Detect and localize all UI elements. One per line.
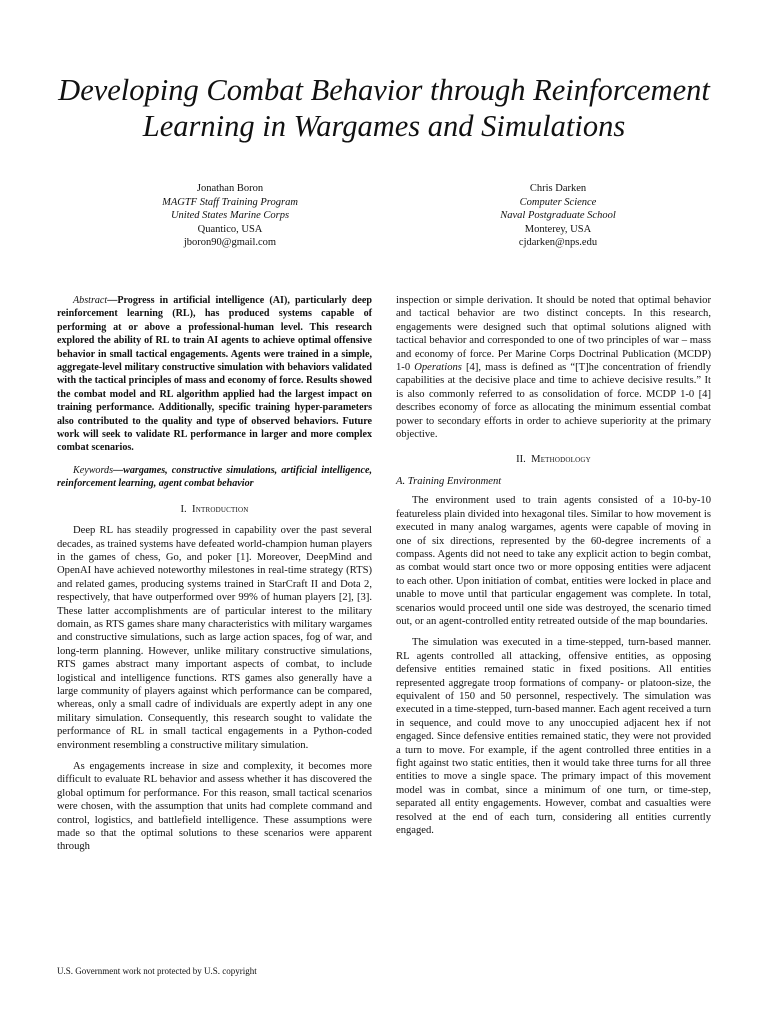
abstract [57,294,372,455]
author-location: Quantico, USA [197,223,263,235]
methodology-paragraph-2: The simulation was executed in a time-stepped, turn-based manner. RL agents controlled all attacking, offensive entities, as opposing defensive entities remained static in fixed positions. All entities represented aggregate troop formations of company- or platoon-size, the equivalent of 150 and 50 personnel, respectively. The simulation was executed in a time-stepped, turn-based manner. Each agent received a turn in sequence, and could move to any unoccupied adjacent hex if not engaged. Since defensive entities remained static, they were not provided a turn to move. For example, if the agent controlled three entities in a fight against two static entities, then it would take three turns for all three entities to move a single space. The primary impact of this movement model was in combat, since a minimum of one turn, or time-step, separated all entity engagements. However, combat and casualties were resolved at the end of each turn, considering all entities currently engaged. [396,637,711,837]
author-block-1 [80,182,380,250]
paragraph-text: inspection or simple derivation. It should be noted that optimal behavior and tactical behavior are two distinct concepts. In this research, engagements were designed such that optimal solutions aligned with tactical behavior and corresponded to one of two principles of war – mass and economy of force. Per Marine Corps Doctrinal Publication (MCDP) 1-0 [396,295,711,374]
subsection-heading-training-environment: A. Training Environment [396,475,502,487]
section-title: Methodology [531,454,591,466]
right-column [396,294,711,837]
author-name: Jonathan Boron [196,183,264,194]
author-department: MAGTF Staff Training Program [162,196,298,208]
paper-title-line-1: Developing Combat Behavior through Reinforcement [58,73,710,107]
author-location: Monterey, USA [524,223,592,235]
abstract-label: Abstract [73,295,108,306]
section-number: I. [180,503,187,515]
publication-title: Operations [414,362,462,374]
paper-title-line-2: Learning in Wargames and Simulations [142,109,626,143]
author-email: cjdarken@nps.edu [518,237,598,249]
section-heading-methodology [396,453,711,466]
author-name: Chris Darken [529,183,587,194]
paragraph-text-continued: [4], mass is defined as “[T]he concentration of friendly capabilities at the decisive place and time to achieve decisive results.” It is also commonly referred to as consolidation of force. MCDP 1-0 [4] describes economy of force as allocating the minimum essential combat power to secondary efforts in order to achieve superiority at the primary objective. [396,362,711,441]
paper-title [40,72,728,144]
section-number: II. [516,454,526,466]
author-department: Computer Science [519,196,597,208]
abstract-text: —Progress in artificial intelligence (AI), particularly deep reinforcement learning (RL), has produced systems capable of performing at or above a professional-human level. This research explored the ability of RL to train AI agents to achieve optimal offensive behavior in small tactical engagements. Agents were trained in a simple, aggregate-level military constructive simulation with behaviors validated with the tactical principles of mass and economy of force. Results showed the combat model and RL algorithm applied had the largest impact on training performance. Additionally, specific training hyper-parameters also contributed to the quality and type of observed behaviors. Future work will seek to validate RL performance in larger and more complex combat scenarios. [57,295,372,454]
intro-paragraph-1: Deep RL has steadily progressed in capability over the past several decades, as trained systems have defeated world-champion human players in the games of chess, Go, and poker [1]. Moreover, DeepMind and OpenAI have achieved noteworthy milestones in real-time strategy (RTS) and related games, producing systems trained in StarCraft II and Dota 2, respectively, that have outperformed over 99% of human players [2], [3]. These latter accomplishments are of particular interest to the military domain, as RTS games share many characteristics with military wargames and constructive simulations, such as large action spaces, fog of war, and long-term planning. However, unlike military constructive simulations, RTS games abstract many important aspects of combat, to include logistical and intelligence functions. RTS games also generally have a large community of players against which performance can be compared, whereas, only a small cadre of individuals are expertly adept in any one military simulation. Consequently, this research sought to validate the performance of RL in small tactical engagements in a Python-coded environment resembling a constructive military simulation. [57,525,372,751]
section-title: Introduction [192,503,249,515]
methodology-paragraph-1: The environment used to train agents consisted of a 10-by-10 featureless plain divided into hexagonal tiles. Similar to how movement is executed in many analog wargames, agents were capable of moving in one of six directions, represented by the 60-degree increments of a compass. Agents did not need to take any explicit action to begin combat, as combat would start once two or more opposing entities were adjacent to each other. Upon initiation of combat, entities were locked in place and unable to move until that particular engagement was complete. In total, scenarios would proceed until one side was destroyed, the scenario timed out, or an agent-controlled entity retreated outside of the map boundaries. [396,495,711,627]
keywords-label: Keywords [73,464,114,476]
author-email: jboron90@gmail.com [183,237,277,249]
intro-paragraph-2: As engagements increase in size and complexity, it becomes more difficult to evaluate RL behavior and assess whether it has discovered the global optimum for performance. For this reason, small tactical scenarios were chosen, with the assumption that units had complete command and control, logistics, and battlefield intelligence. These assumptions were made so that the optimal solutions to these scenarios were apparent through [57,761,372,853]
author-organization: Naval Postgraduate School [500,210,616,222]
keywords [57,464,372,491]
left-column [57,294,372,854]
keywords-text: —wargames, constructive simulations, artificial intelligence, reinforcement learning, agent combat behavior [57,464,372,490]
intro-paragraph-2-continued [396,294,711,441]
copyright-footer: U.S. Government work not protected by U.S. copyright [57,966,257,976]
section-heading-introduction [57,503,372,516]
author-block-2 [408,182,708,250]
author-organization: United States Marine Corps [170,210,290,222]
